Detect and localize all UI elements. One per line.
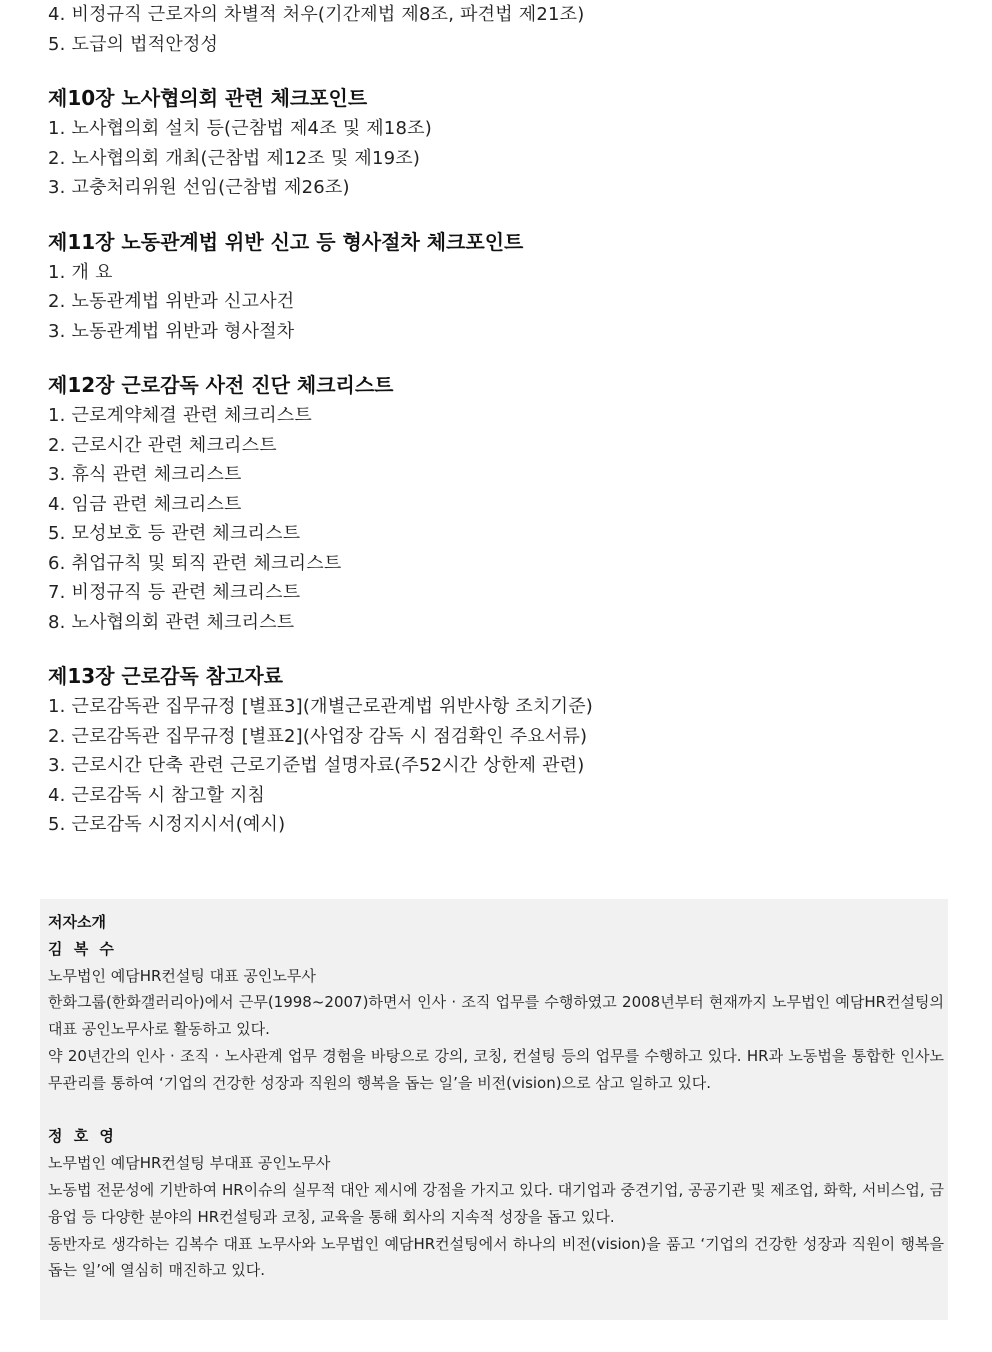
table-of-contents	[48, 0, 948, 840]
list-item: 6. 취업규칙 및 퇴직 관련 체크리스트	[48, 552, 342, 574]
list-item: 2. 근로감독관 집무규정 [별표2](사업장 감독 시 점검확인 주요서류)	[48, 725, 588, 747]
chapter-title-13: 제13장 근로감독 참고자료	[48, 664, 283, 688]
list-item: 5. 모성보호 등 관련 체크리스트	[48, 523, 301, 544]
author-section-heading: 저자소개	[48, 913, 106, 931]
list-item: 3. 휴식 관련 체크리스트	[48, 464, 242, 485]
list-item: 5. 도급의 법적안정성	[48, 33, 219, 55]
list-item: 3. 노동관계법 위반과 형사절차	[48, 320, 295, 342]
list-item: 5. 근로감독 시정지시서(예시)	[48, 814, 286, 835]
list-item: 3. 고충처리위원 선임(근참법 제26조)	[48, 177, 350, 198]
list-item: 4. 비정규직 근로자의 차별적 처우(기간제법 제8조, 파견법 제21조)	[48, 4, 585, 25]
list-item: 1. 개 요	[48, 261, 113, 283]
list-item: 1. 노사협의회 설치 등(근참법 제4조 및 제18조)	[48, 118, 432, 139]
chapter-title-10: 제10장 노사협의회 관련 체크포인트	[48, 86, 368, 110]
list-item: 1. 근로계약체결 관련 체크리스트	[48, 405, 312, 426]
list-item: 2. 노사협의회 개최(근참법 제12조 및 제19조)	[48, 147, 421, 169]
author-bio-paragraph: 노동법 전문성에 기반하여 HR이슈의 실무적 대안 제시에 강점을 가지고 있다. 대기업과 중견기업, 공공기관 및 제조업, 화학, 서비스업, 금융업 등 다양한 분야의 HR컨설팅과 코칭, 교육을 통해 회사의 지속적 성장을 돕고 있다.	[48, 1180, 944, 1226]
author-name: 정 호 영	[48, 1127, 117, 1146]
list-item: 7. 비정규직 등 관련 체크리스트	[48, 582, 301, 603]
author-bio-paragraph: 약 20년간의 인사 · 조직 · 노사관계 업무 경험을 바탕으로 강의, 코칭, 컨설팅 등의 업무를 수행하고 있다. HR과 노동법을 통합한 인사노무관리를 통하여 ‘기업의 건강한 성장과 직원의 행복을 돕는 일’을 비전(vision)으로 삼고 일하고 있다.	[48, 1046, 944, 1092]
list-item: 2. 근로시간 관련 체크리스트	[48, 434, 277, 456]
list-item: 4. 임금 관련 체크리스트	[48, 493, 242, 515]
author-name: 김 복 수	[48, 939, 117, 958]
author-introduction-box	[40, 899, 948, 1320]
chapter-title-11: 제11장 노동관계법 위반 신고 등 형사절차 체크포인트	[48, 229, 524, 254]
author-title: 노무법인 예담HR컨설팅 대표 공인노무사	[48, 966, 316, 985]
chapter-title-12: 제12장 근로감독 사전 진단 체크리스트	[48, 373, 394, 397]
list-item: 1. 근로감독관 집무규정 [별표3](개별근로관계법 위반사항 조치기준)	[48, 696, 594, 717]
list-item: 8. 노사협의회 관련 체크리스트	[48, 611, 295, 633]
list-item: 4. 근로감독 시 참고할 지침	[48, 784, 266, 806]
list-item: 3. 근로시간 단축 관련 근로기준법 설명자료(주52시간 상한제 관련)	[48, 755, 585, 776]
author-title: 노무법인 예담HR컨설팅 부대표 공인노무사	[48, 1154, 331, 1173]
author-bio-paragraph: 동반자로 생각하는 김복수 대표 노무사와 노무법인 예담HR컨설팅에서 하나의 비전(vision)을 품고 ‘기업의 건강한 성장과 직원이 행복을 돕는 일’에 열심히 매진하고 있다.	[48, 1234, 944, 1280]
list-item: 2. 노동관계법 위반과 신고사건	[48, 291, 295, 312]
author-bio-paragraph: 한화그룹(한화갤러리아)에서 근무(1998~2007)하면서 인사 · 조직 업무를 수행하였고 2008년부터 현재까지 노무법인 예담HR컨설팅의 대표 공인노무사로 활동하고 있다.	[48, 993, 944, 1039]
